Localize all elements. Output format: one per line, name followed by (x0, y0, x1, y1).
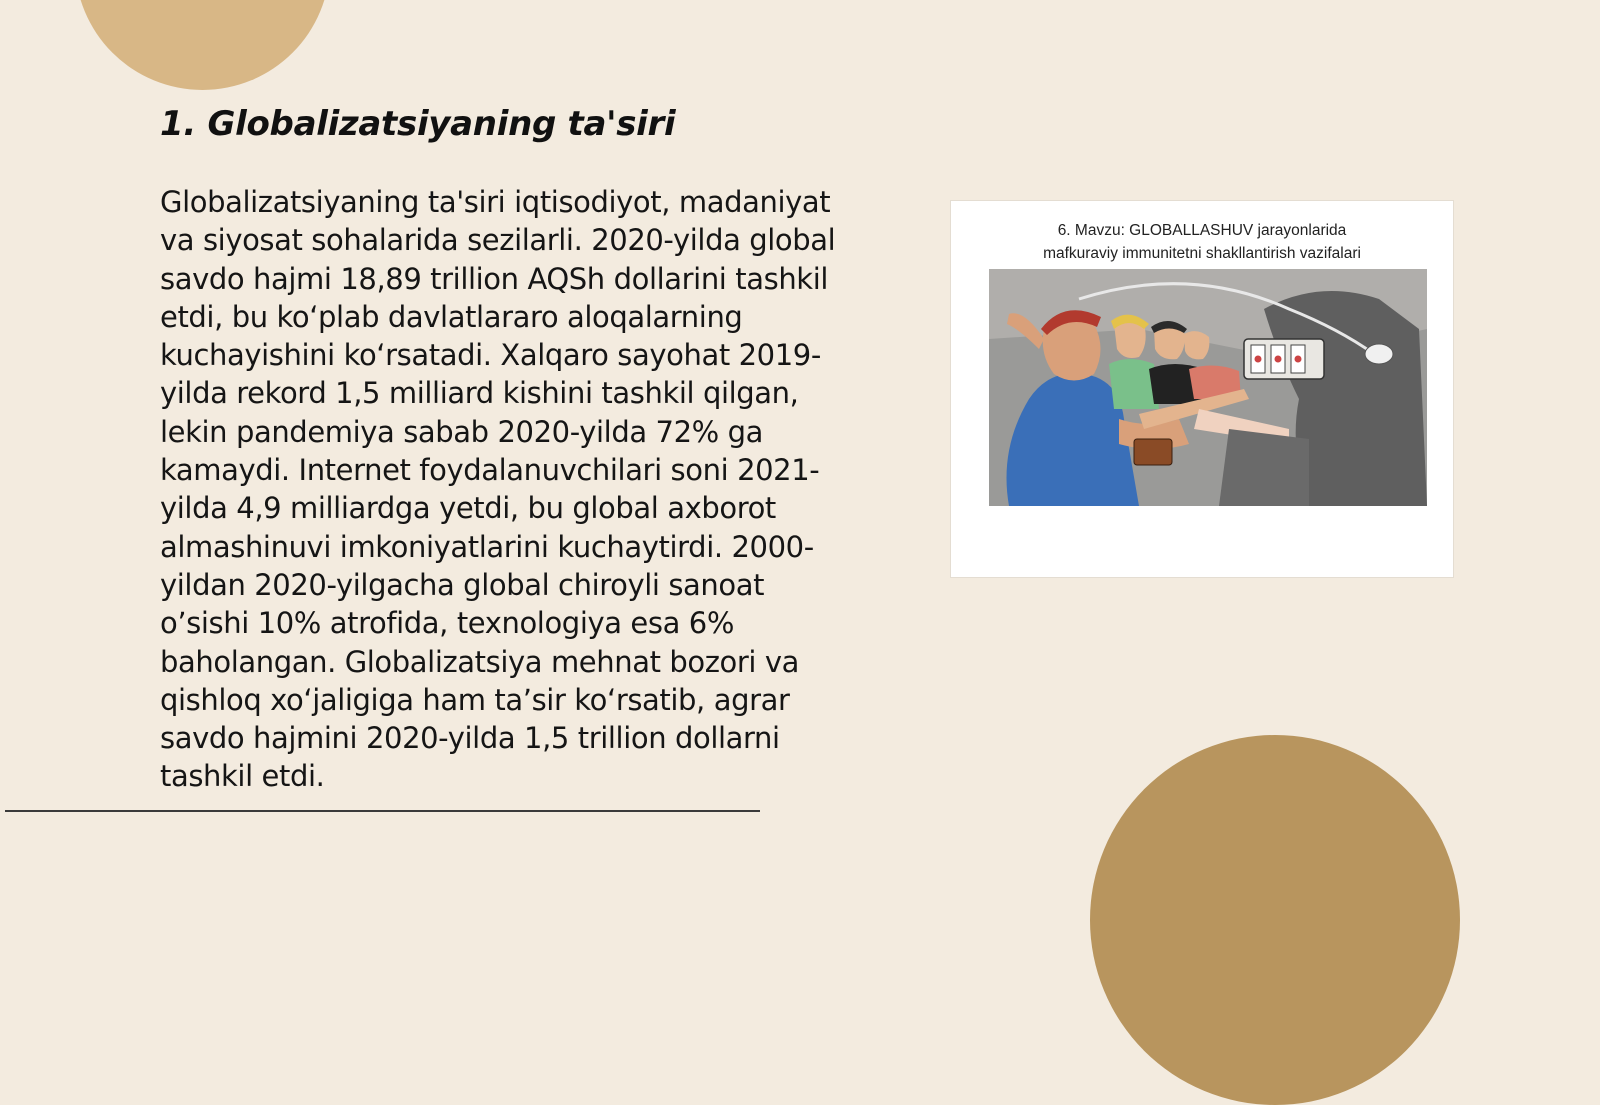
cartoon-illustration (989, 269, 1427, 506)
decorative-circle-top (75, 0, 330, 90)
illustration-caption (951, 219, 1453, 265)
caption-line-1: 6. Mavzu: GLOBALLASHUV jarayonlarida (1057, 222, 1347, 239)
illustration-card (950, 200, 1454, 578)
slide-title: 1. Globalizatsiyaning ta'siri (160, 104, 676, 144)
divider-line (5, 810, 760, 812)
slot-machine-cartoon-image (989, 269, 1427, 506)
slide-body-text: Globalizatsiyaning ta'siri iqtisodiyot, madaniyat va siyosat sohalarida sezilarli. 2020-yilda global savdo hajmi 18,89 trillion AQSh dollarini tashkil etdi, bu ko‘plab davlatlararo aloqalarning kuchayishini ko‘rsatadi. Xalqaro sayohat 2019-yilda rekord 1,5 milliard kishini tashkil qilgan, lekin pandemiya sabab 2020-yilda 72% ga kamaydi. Internet foydalanuvchilari soni 2021-yilda 4,9 milliardga yetdi, bu global axborot almashinuvi imkoniyatlarini kuchaytirdi. 2000-yildan 2020-yilgacha global chiroyli sanoat o’sishi 10% atrofida, texnologiya esa 6% baholangan. Globalizatsiya mehnat bozori va qishloq xo‘jaligiga ham ta’sir ko‘rsatib, agrar savdo hajmini 2020-yilda 1,5 trillion dollarni tashkil etdi. (160, 185, 836, 794)
caption-line-2: mafkuraviy immunitetni shakllantirish vazifalari (1043, 245, 1361, 262)
decorative-circle-bottom (1090, 735, 1460, 1105)
